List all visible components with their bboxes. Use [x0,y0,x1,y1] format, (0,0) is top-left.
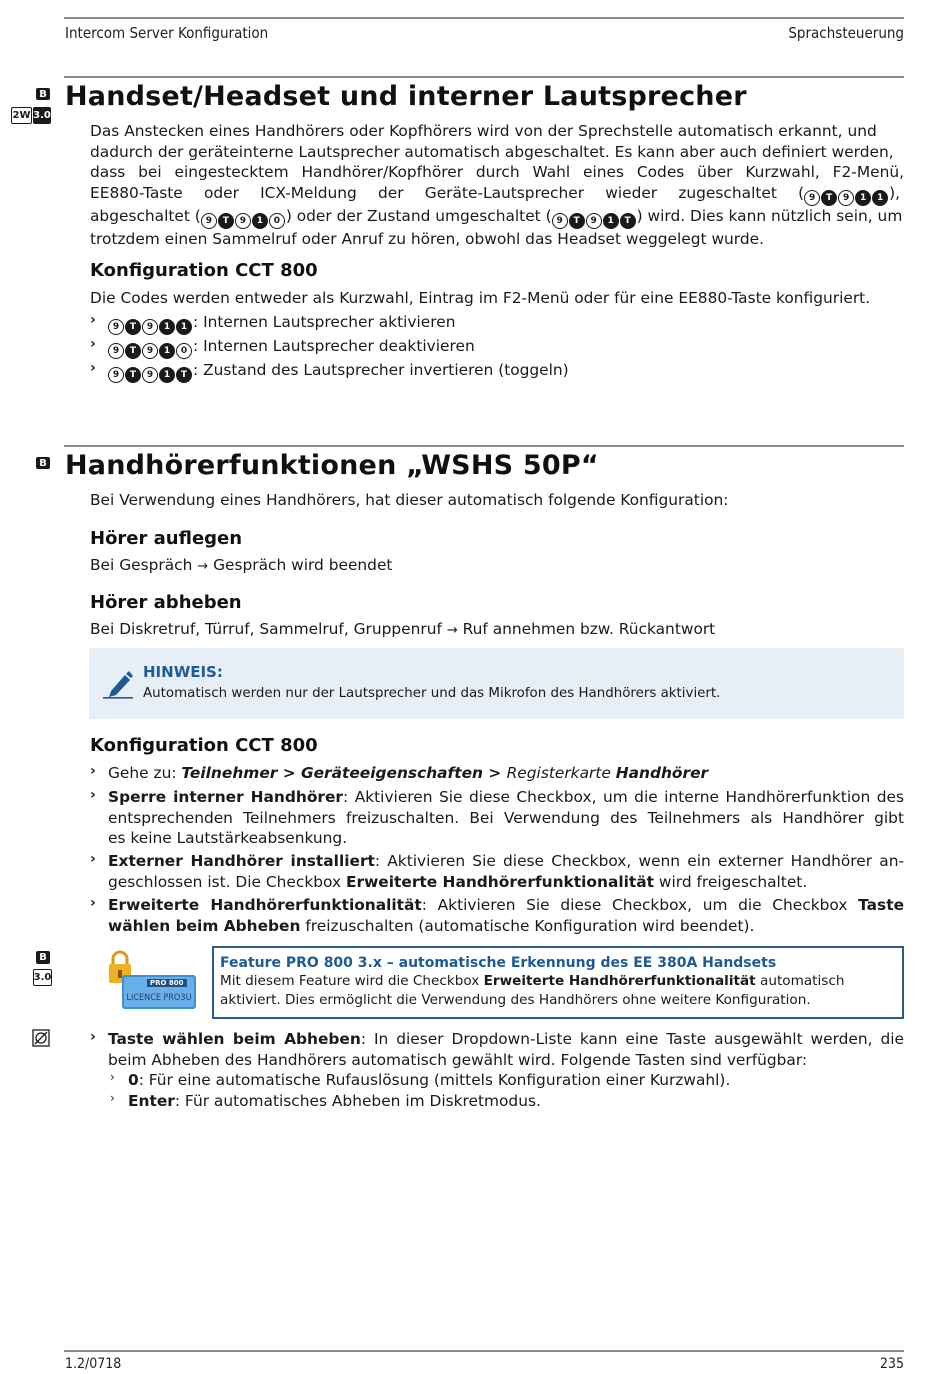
sub-heading-hang-up: Hörer auflegen [90,528,243,549]
bullet-marker: › [90,763,96,779]
line [108,872,904,893]
key-talk-icon: T [569,213,585,229]
option-taste [108,1029,904,1070]
intro-line [90,206,904,229]
option-name: Taste wählen beim Abheben [108,1030,361,1048]
footer-rule [64,1350,904,1352]
word: ( 9 T 9 1 1 ), [798,183,900,206]
header-right: Sprachsteuerung [788,24,904,42]
section1-intro [90,121,904,249]
key-digit-1-icon: 1 [252,213,268,229]
footer-version: 1.2/0718 [65,1356,122,1372]
code-item-text: : Internen Lautsprecher deaktivieren [193,337,475,355]
word: Geräte-Lautsprecher [424,183,585,202]
arrow-icon: → [446,623,458,638]
key-digit-9-icon: 9 [235,213,251,229]
intro-text: abgeschaltet ( [90,206,201,225]
text: Ruf annehmen bzw. Rückantwort [462,620,716,638]
line [108,787,904,808]
note-box [89,648,904,719]
code-item-toggle [108,360,569,383]
option-name: Erweiterte Handhörerfunktionalität [345,872,654,891]
key-option-0 [128,1070,730,1091]
code-item-text: : Zustand des Lautsprecher invertieren (toggeln) [193,361,569,379]
line [108,916,904,937]
licence-label: LICENCE PRO3U [126,993,192,1003]
word: wieder [605,183,658,202]
line: aktiviert. Dies ermöglicht die Verwendung des Handhörers ohne weitere Konfiguration. [220,991,811,1008]
key-talk-icon: T [620,213,636,229]
key-talk-icon: T [218,213,234,229]
text: Mit diesem Feature wird die Checkbox [220,973,484,989]
line [220,972,895,991]
key-digit-1-icon: 1 [159,343,175,359]
key-option-enter [128,1091,541,1112]
code-item-on [108,312,455,335]
key-sequence-on [108,313,193,331]
key-digit-9-icon: 9 [586,213,602,229]
text: Gespräch wird beendet [213,556,393,574]
key-digit-9-icon: 9 [804,190,820,206]
bullet-marker: › [90,1029,96,1045]
key-talk-icon: T [125,367,141,383]
word: EE880-Taste [90,183,183,202]
option-name: Externer Handhörer installiert [108,852,375,870]
note-text: Automatisch werden nur der Lautsprecher und das Mikrofon des Handhörers aktiviert. [143,686,721,701]
word: oder [203,183,239,202]
text: : Für eine automatische Rufauslösung (mittels Konfiguration einer Kurzwahl). [138,1071,731,1089]
key-talk-icon: T [125,343,141,359]
menu-path: Teilnehmer > Geräteeigenschaften > [181,764,507,782]
word: ICX-Meldung [260,183,357,202]
intro-text: ) oder der Zustand umgeschaltet ( [285,206,552,225]
text: freizuschalten (automatische Konfiguration wird beendet). [300,916,755,935]
note-title: HINWEIS: [143,663,223,681]
text: Gehe zu: [108,764,182,782]
key-digit-1-icon: 1 [159,367,175,383]
line: beim Abheben des Handhörers automatisch gewählt wird. Folgende Tasten sind verfügbar: [108,1050,808,1069]
key-digit-9-icon: 9 [108,367,124,383]
word: der [378,183,404,202]
badge-2w: 2W [11,107,32,124]
bullet-marker: › [90,787,96,803]
code-item-off [108,336,475,359]
key-digit-9-icon: 9 [552,213,568,229]
licence-product: PRO 800 [147,979,187,987]
code-item-text: : Internen Lautsprecher aktivieren [193,313,456,331]
pick-up-text [90,619,715,642]
key-talk-icon: T [176,367,192,383]
section2-title: Handhörerfunktionen „WSHS 50P“ [65,450,599,481]
text: Bei Gespräch [90,556,193,574]
line: es keine Lautstärkeabsenkung. [108,829,348,847]
sub-bullet-marker: › [110,1091,115,1105]
key-digit-1-icon: 1 [855,190,871,206]
badge-version: 3.0 [33,107,51,124]
text: : Für automatisches Abheben im Diskretmodus. [174,1092,541,1110]
intro-line: trotzdem einen Sammelruf oder Anruf zu hören, obwohl das Headset weggelegt wurde. [90,229,764,248]
key-digit-9-icon: 9 [108,319,124,335]
hang-up-text [90,555,392,578]
header-left: Intercom Server Konfiguration [65,24,269,42]
text: : Aktivieren Sie diese Checkbox, um die interne Handhörerfunktion des [343,788,904,806]
badge-version: 3.0 [33,969,52,986]
bullet-marker: › [90,895,96,911]
text: : Aktivieren Sie diese Checkbox, wenn ein externer Handhörer an- [374,852,905,870]
section1-rule [64,76,904,78]
section2-rule [64,445,904,447]
not-applicable-icon [32,1029,50,1047]
intro-line: Das Anstecken eines Handhörers oder Kopfhörers wird von der Sprechstelle automatisch erkannt, und [90,122,877,140]
section2-intro: Bei Verwendung eines Handhörers, hat dieser automatisch folgende Konfiguration: [90,491,729,509]
section1-title: Handset/Headset und interner Lautsprecher [65,81,747,112]
badge-b: B [36,88,50,100]
option-name: Taste [858,896,905,914]
option-extern [108,851,904,892]
text: : In dieser Dropdown-Liste kann eine Taste ausgewählt werden, die [360,1030,904,1048]
key-sequence-toggle [552,207,637,225]
badge-b: B [36,951,50,964]
section2-config-heading: Konfiguration CCT 800 [90,735,318,756]
key-name: Enter [128,1092,175,1110]
option-name: Erweiterte Handhörerfunktionalität [108,896,422,914]
line [108,1029,904,1050]
key-digit-9-icon: 9 [142,367,158,383]
intro-line4-text [90,183,900,206]
key-digit-0-icon: 0 [176,343,192,359]
section1-config-heading: Konfiguration CCT 800 [90,260,318,281]
key-digit-9-icon: 9 [201,213,217,229]
key-digit-9-icon: 9 [108,343,124,359]
licence-icon [107,949,197,1011]
section1-config-text: Die Codes werden entweder als Kurzwahl, Eintrag im F2-Menü oder für eine EE880-Taste konfiguriert. [90,289,871,307]
key-sequence-toggle [108,361,193,379]
key-digit-1-icon: 1 [159,319,175,335]
key-sequence-on [804,184,889,202]
header-top-rule [64,17,904,19]
line [108,851,904,872]
key-sequence-off [201,207,286,225]
text: Registerkarte [506,764,616,782]
bullet-marker: › [90,336,96,352]
key-digit-0-icon: 0 [269,213,285,229]
line [108,895,904,916]
goto-line [108,763,708,784]
option-erweitert [108,895,904,936]
badge-b: B [36,457,50,469]
key-digit-1-icon: 1 [176,319,192,335]
pencil-icon [103,667,133,699]
text: wird freigeschaltet. [654,872,808,891]
key-digit-1-icon: 1 [872,190,888,206]
sub-heading-pick-up: Hörer abheben [90,592,242,613]
text: : Aktivieren Sie diese Checkbox, um die Checkbox [421,896,859,914]
key-digit-9-icon: 9 [142,343,158,359]
tab-name: Handhörer [615,764,709,782]
key-digit-9-icon: 9 [838,190,854,206]
word: zugeschaltet [678,183,777,202]
option-sperre [108,787,904,849]
key-sequence-off [108,337,193,355]
key-digit-9-icon: 9 [142,319,158,335]
text: Bei Diskretruf, Türruf, Sammelruf, Gruppenruf [90,620,442,638]
text: automatisch [755,973,845,989]
intro-line [90,183,904,206]
line: entsprechenden Teilnehmers freizuschalten. Bei Verwendung des Teilnehmers als Handhörer gibt [108,808,904,827]
feature-text [220,972,895,1009]
bullet-marker: › [90,360,96,376]
bullet-marker: › [90,312,96,328]
key-digit-1-icon: 1 [603,213,619,229]
option-name: wählen beim Abheben [108,916,301,935]
option-name: Erweiterte Handhörerfunktionalität [483,973,756,989]
option-name: Sperre interner Handhörer [108,788,344,806]
feature-title: Feature PRO 800 3.x – automatische Erkennung des EE 380A Handsets [220,955,777,971]
intro-line: dass bei eingestecktem Handhörer/Kopfhörer durch Wahl eines Codes über Kurzwahl, F2-Menü, [90,163,904,181]
text: geschlossen ist. Die Checkbox [108,872,346,891]
intro-text: ) wird. Dies kann nützlich sein, um [636,206,903,225]
intro-line: dadurch der geräteinterne Lautsprecher automatisch abgeschaltet. Es kann aber auch definiert werden, [90,142,894,161]
key-talk-icon: T [821,190,837,206]
bullet-marker: › [90,851,96,867]
sub-bullet-marker: › [110,1070,115,1084]
page-number: 235 [879,1356,904,1372]
arrow-icon: → [197,559,209,574]
key-talk-icon: T [125,319,141,335]
key-name: 0 [128,1071,139,1089]
